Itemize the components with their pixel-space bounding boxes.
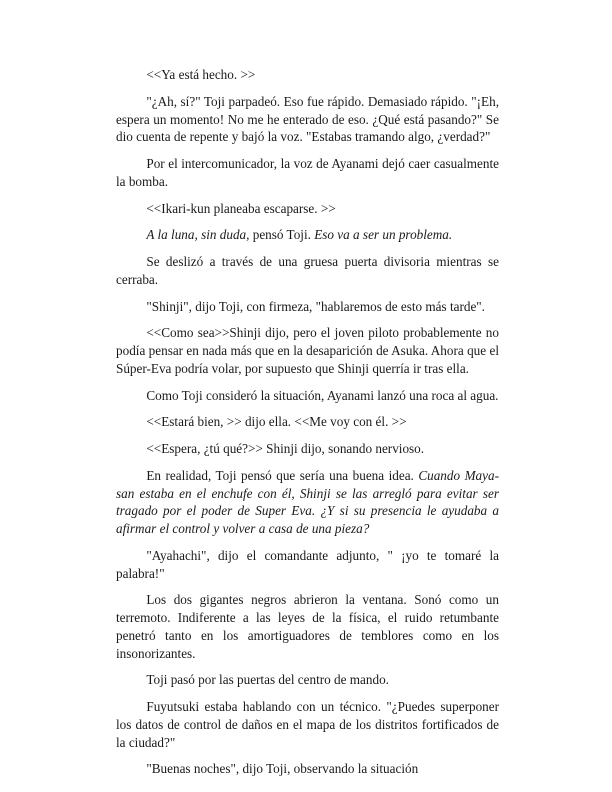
text-run: <<Ikari-kun planeaba escaparse. >> bbox=[146, 200, 336, 216]
italic-text-run: A la luna, sin duda, bbox=[146, 227, 250, 243]
paragraph-2 bbox=[116, 93, 499, 146]
paragraph-6 bbox=[116, 253, 499, 289]
paragraph-16 bbox=[116, 698, 499, 751]
paragraph-14 bbox=[116, 591, 499, 662]
text-run: "Buenas noches", dijo Toji, observando la situación bbox=[146, 761, 419, 777]
paragraph-7 bbox=[116, 298, 499, 316]
text-run: "¿Ah, sí?" Toji parpadeó. Eso fue rápido. Demasiado rápido. "¡Eh, espera un momento! No me he enterado de eso. ¿Qué está pasando?" Se dio cuenta de repente y bajó la voz. "Estabas tramando algo, ¿verdad?" bbox=[116, 93, 499, 145]
paragraph-3 bbox=[116, 155, 499, 191]
text-run: <<Como sea>>Shinji dijo, pero el joven piloto probablemente no podía pensar en nada más que en la desaparición de Asuka. Ahora que el Súper-Eva podría volar, por supuesto que Shinji querría ir tras ella. bbox=[116, 325, 499, 376]
text-run: Se deslizó a través de una gruesa puerta divisoria mientras se cerraba. bbox=[116, 254, 499, 287]
text-run: En realidad, Toji pensó que sería una buena idea. bbox=[146, 467, 419, 483]
text-run: pensó Toji. bbox=[249, 227, 315, 243]
text-run: Como Toji consideró la situación, Ayanami lanzó una roca al agua. bbox=[146, 387, 499, 403]
text-run: Toji pasó por las puertas del centro de mando. bbox=[146, 672, 389, 688]
paragraph-12 bbox=[116, 467, 499, 538]
text-run: Fuyutsuki estaba hablando con un técnico. "¿Puedes superponer los datos de control de daños en el mapa de los distritos fortificados de la ciudad?" bbox=[116, 699, 499, 750]
paragraph-1 bbox=[116, 66, 499, 84]
paragraph-15 bbox=[116, 671, 499, 689]
italic-text-run: Cuando Maya-san estaba en el enchufe con él, Shinji se las arregló para evitar ser tragado por el poder de Super Eva. ¿Y si su presencia le ayudaba a afirmar el control y volver a casa de una pieza? bbox=[116, 467, 499, 536]
italic-text-run: Eso va a ser un problema. bbox=[314, 227, 453, 243]
text-run: "Ayahachi", dijo el comandante adjunto, " ¡yo te tomaré la palabra!" bbox=[116, 547, 499, 581]
paragraph-17 bbox=[116, 760, 499, 778]
text-run: "Shinji", dijo Toji, con firmeza, "hablaremos de esto más tarde". bbox=[146, 298, 485, 314]
paragraph-5 bbox=[116, 226, 499, 244]
paragraph-4 bbox=[116, 200, 499, 218]
text-run: <<Estará bien, >> dijo ella. <<Me voy con él. >> bbox=[146, 414, 407, 430]
paragraph-11 bbox=[116, 440, 499, 458]
paragraph-9 bbox=[116, 387, 499, 405]
document-body bbox=[116, 66, 499, 778]
text-run: <<Ya está hecho. >> bbox=[146, 67, 256, 82]
text-run: Por el intercomunicador, la voz de Ayanami dejó caer casualmente la bomba. bbox=[116, 156, 499, 189]
text-run: <<Espera, ¿tú qué?>> Shinji dijo, sonando nervioso. bbox=[146, 441, 425, 456]
paragraph-10 bbox=[116, 413, 499, 431]
paragraph-8 bbox=[116, 324, 499, 377]
text-run: Los dos gigantes negros abrieron la ventana. Sonó como un terremoto. Indiferente a las leyes de la física, el ruido retumbante penetró tanto en los amortiguadores de temblores como en los insonorizantes. bbox=[116, 592, 499, 661]
paragraph-13 bbox=[116, 547, 499, 583]
